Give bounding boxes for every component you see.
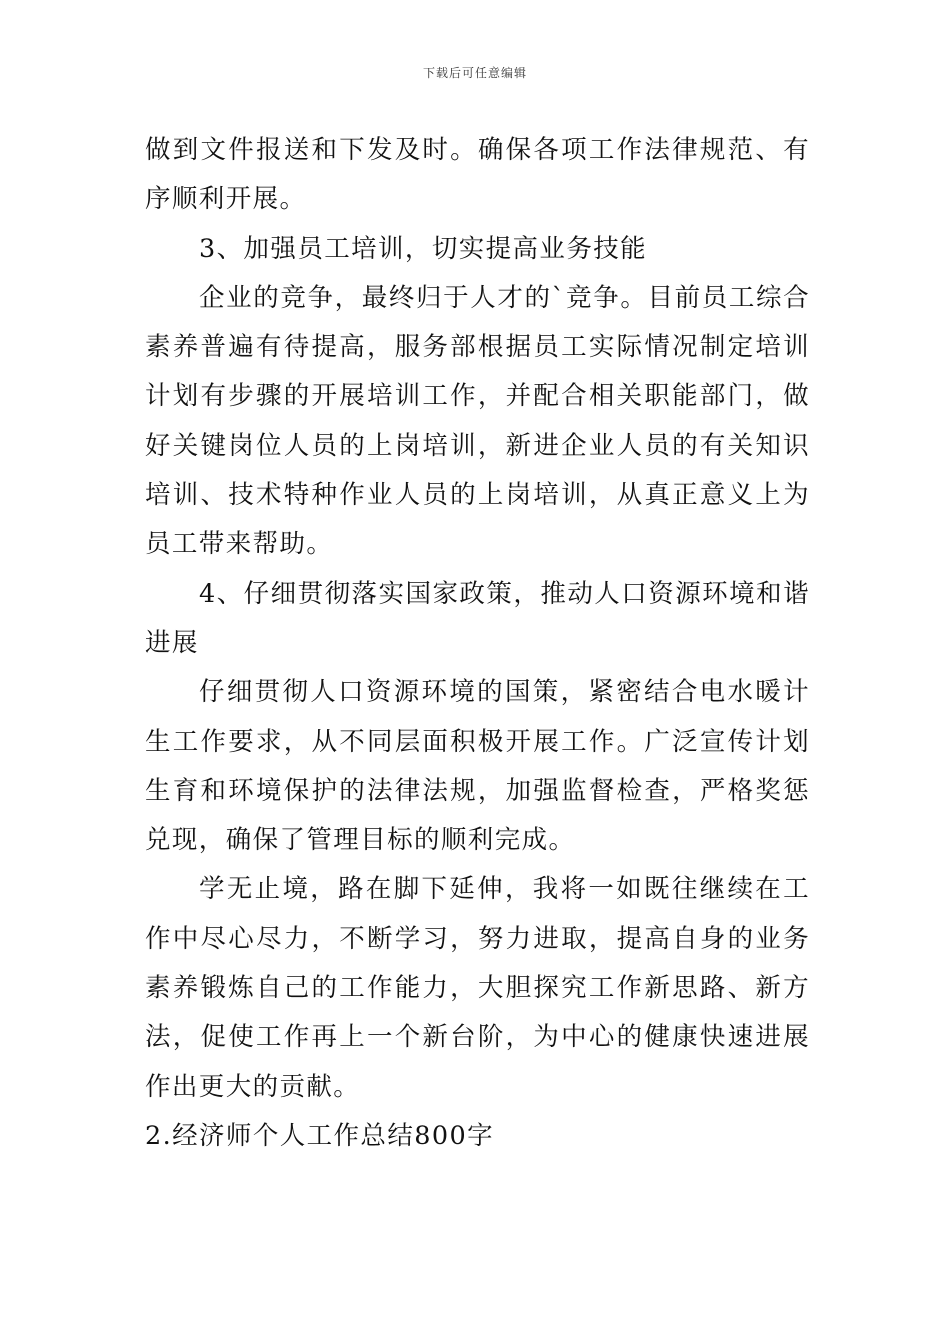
document-body bbox=[145, 126, 810, 1161]
paragraph-training: 企业的竞争，最终归于人才的`竞争。目前员工综合素养普遍有待提高，服务部根据员工实际情况制定培训计划有步骤的开展培训工作，并配合相关职能部门，做好关键岗位人员的上岗培训，新进企业人员的有关知识培训、技术特种作业人员的上岗培训，从真正意义上为员工带来帮助。 bbox=[145, 282, 810, 560]
section-heading-4: 4、仔细贯彻落实国家政策，推动人口资源环境和谐进展 bbox=[145, 578, 810, 658]
document-section-title: 2.经济师个人工作总结800字 bbox=[145, 1120, 495, 1151]
section-heading-3: 3、加强员工培训，切实提高业务技能 bbox=[199, 233, 648, 264]
page-header: 下载后可任意编辑 bbox=[422, 66, 527, 80]
paragraph-continuation: 做到文件报送和下发及时。确保各项工作法律规范、有序顺利开展。 bbox=[145, 135, 810, 215]
paragraph-conclusion: 学无止境，路在脚下延伸，我将一如既往继续在工作中尽心尽力，不断学习，努力进取，提高自身的业务素养锻炼自己的工作能力，大胆探究工作新思路、新方法，促使工作再上一个新台阶，为中心的健康快速进展作出更大的贡献。 bbox=[145, 874, 810, 1102]
paragraph-policy: 仔细贯彻人口资源环境的国策，紧密结合电水暖计生工作要求，从不同层面积极开展工作。广泛宣传计划生育和环境保护的法律法规，加强监督检查，严格奖惩兑现，确保了管理目标的顺利完成。 bbox=[145, 677, 810, 856]
